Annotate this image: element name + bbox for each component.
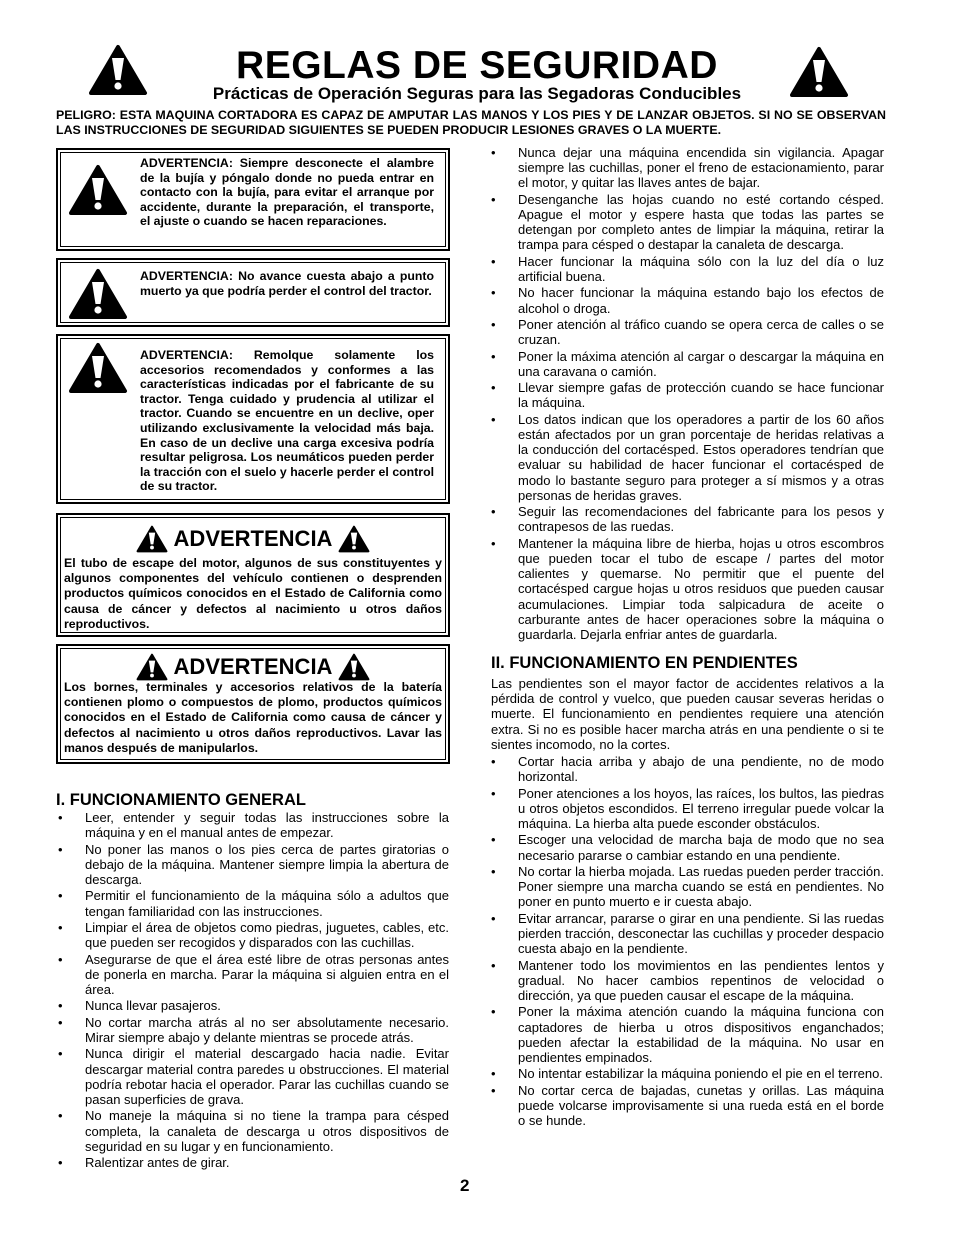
- list-item: • Poner atención al tráfico cuando se opera cerca de calles o se cruzan.: [491, 316, 884, 348]
- list-item: • No cortar la hierba mojada. Las ruedas pueden perder tracción. Poner siempre una marcha cuando se está en pendientes. No poner en punto muerto e ir cuesta abajo.: [491, 863, 884, 910]
- warning-box-spark-plug: [56, 148, 450, 251]
- warning-box-neutral: [56, 258, 450, 327]
- advertencia-heading: ADVERTENCIA: [58, 525, 448, 553]
- danger-statement: PELIGRO: ESTA MAQUINA CORTADORA ES CAPAZ DE AMPUTAR LAS MANOS Y LOS PIES Y DE LANZAR OBJETOS. SI NO SE OBSERVAN LAS INSTRUCCIONES DE SEGURIDAD SIGUIENTES SE PUEDEN PRODUCIR LESIONES GRAVES O LA MUERTE.: [56, 108, 886, 137]
- section-heading-slopes: II. FUNCIONAMIENTO EN PENDIENTES: [491, 654, 798, 672]
- warning-triangle-icon: [136, 653, 168, 681]
- section-heading-general: I. FUNCIONAMIENTO GENERAL: [56, 791, 306, 809]
- list-item: • No maneje la máquina si no tiene la trampa para césped completa, la canaleta de descarga u otros dispositivos de seguridad en su lugar y en funcionamiento.: [58, 1108, 449, 1154]
- list-item: • Escoger una velocidad de marcha baja de modo que no sea necesario pararse o cambiar estando en una pendiente.: [491, 832, 884, 863]
- advertencia-heading: ADVERTENCIA: [58, 653, 448, 681]
- list-item: • Cortar hacia arriba y abajo de una pendiente, no de modo horizontal.: [491, 754, 884, 785]
- list-item: • Limpiar el área de objetos como piedras, juguetes, cables, etc. que pueden ser recogidos y disparados con las cuchillas.: [58, 919, 449, 951]
- list-item: • Evitar arrancar, pararse o girar en una pendiente. Si las ruedas pierden tracción, desconectar las cuchillas y proceder despacio cuesta abajo en la pendiente.: [491, 910, 884, 957]
- advertencia-box-battery: [56, 644, 450, 764]
- page-subtitle: Prácticas de Operación Seguras para las Segadoras Conducibles: [212, 84, 742, 103]
- general-operation-list: [58, 810, 449, 1172]
- warning-triangle-icon: [68, 164, 128, 216]
- warning-text: ADVERTENCIA: Siempre desconecte el alambre de la bujía y póngalo donde no pueda entrar en contacto con la bujía, para evitar el arranque por accidente, durante la preparación, el transporte, el ajuste o cuando se hacen reparaciones.: [140, 156, 434, 229]
- list-item: • Llevar siempre gafas de protección cuando se hace funcionar la máquina.: [491, 380, 884, 411]
- list-item: • Desenganche las hojas cuando no esté cortando césped. Apague el motor y espere hasta que todas las partes se detengan por completo antes de limpiar la máquina, retirar la trampa para césped o destapar la canaleta de descarga.: [491, 191, 884, 253]
- list-item: • Nunca dirigir el material descargado hacia nadie. Evitar descargar material contra paredes u obstrucciones. El material podría rebotar hacia el operador. Parar las cuchillas cuando se pasan superficies de grava.: [58, 1046, 449, 1107]
- list-item: • Ralentizar antes de girar.: [58, 1155, 230, 1171]
- advertencia-text: Los bornes, terminales y accesorios relativos de la batería contienen plomo o compuestos de plomo, productos químicos conocidos en el Estado de California como causa de cáncer y defectos al nacimiento u otros daños reproductivos. Lavar las manos después de manipularlos.: [64, 680, 442, 755]
- list-item: • No intentar estabilizar la máquina poniendo el pie en el terreno.: [491, 1066, 883, 1082]
- list-item: • Mantener la máquina libre de hierba, hojas u otros escombros que pueden tocar el tubo de escape / partes del motor calientes y quemarse. No permitir que el puente del cortacésped cargue hojas u otros residuos que pueden causar acumulaciones. Limpiar toda salpicadura de aceite o carburante antes de hacer operaciones sobre la máquina o guardarla. Dejarla enfriar antes de guardarla.: [491, 535, 884, 642]
- warning-triangle-icon: [136, 525, 168, 553]
- list-item: • Mantener todo los movimientos en las pendientes lentos y gradual. No hacer cambios repentinos de velocidad o dirección, ya que pueden causar el escape de la máquina.: [491, 957, 884, 1003]
- list-item: • No cortar cerca de bajadas, cunetas y orillas. Las máquina puede volcarse improvisamente si una rueda está en el borde o se hunde.: [491, 1082, 884, 1129]
- advertencia-text: El tubo de escape del motor, algunos de sus constituyentes y algunos componentes del vehículo contienen o desprenden productos químicos conocidos en el Estado de California como causa de cáncer y defectos al nacimiento u otros daños reproductivos.: [64, 556, 442, 631]
- list-item: • Poner atenciones a los hoyos, las raíces, los bultos, las piedras u otros objetos escondidos. El terreno irregular puede volcar la máquina. La hierba alta puede esconder obstáculos.: [491, 785, 884, 831]
- advertencia-box-exhaust: [56, 513, 450, 637]
- list-item: • Seguir las recomendaciones del fabricante para los pesos y contrapesos de las ruedas.: [491, 504, 884, 535]
- list-item: • Nunca dejar una máquina encendida sin vigilancia. Apagar siempre las cuchillas, poner el freno de estacionamiento, parar el motor, y quitar las llaves antes de bajar.: [491, 145, 884, 191]
- page-number: 2: [460, 1176, 470, 1195]
- list-item: • Los datos indican que los operadores a partir de los 60 años están afectados por un gran porcentaje de heridas relativas a la conducción del cortacésped. Estos operadores tendrían que evaluar su habilidad de hacer funcionar el cortacésped de modo lo bastante seguro para proteger a sí mismos y a otras personas de heridas graves.: [491, 411, 884, 503]
- list-item: • No poner las manos o los pies cerca de partes giratorias o debajo de la máquina. Mantener siempre limpia la abertura de descarga.: [58, 841, 449, 887]
- general-operation-list-continued: [491, 145, 884, 643]
- slopes-list: [491, 754, 884, 1130]
- list-item: • Permitir el funcionamiento de la máquina sólo a adultos que tengan familiaridad con las instrucciones.: [58, 888, 449, 919]
- warning-triangle-icon: [68, 268, 128, 320]
- page-title: REGLAS DE SEGURIDAD: [236, 44, 718, 87]
- list-item: • Nunca llevar pasajeros.: [58, 998, 221, 1014]
- list-item: • No hacer funcionar la máquina estando bajo los efectos de alcohol o droga.: [491, 285, 884, 316]
- list-item: • Hacer funcionar la máquina sólo con la luz del día o luz artificial buena.: [491, 253, 884, 284]
- warning-triangle-icon: [338, 525, 370, 553]
- warning-text: ADVERTENCIA: No avance cuesta abajo a punto muerto ya que podría perder el control del tractor.: [140, 269, 434, 298]
- list-item: • No cortar marcha atrás al no ser absolutamente necesario. Mirar siempre abajo y delante mientras se procede atrás.: [58, 1014, 449, 1045]
- list-item: • Poner la máxima atención al cargar o descargar la máquina en una caravana o camión.: [491, 348, 884, 379]
- warning-box-towing: [56, 334, 450, 504]
- list-item: • Asegurarse de que el área esté libre de otras personas antes de ponerla en marcha. Parar la máquina si alguien entra en el área.: [58, 951, 449, 997]
- slopes-intro: Las pendientes son el mayor factor de accidentes relativos a la pérdida de control y vuelco, que pueden causar severas heridas o muerte. El funcionamiento en pendientes requiere una atención extra. Si no es posible hacer marcha atrás en una pendiente o si te sientes incomodo, no la cortes.: [491, 676, 884, 752]
- list-item: • Leer, entender y seguir todas las instrucciones sobre la máquina y en el manual antes de empezar.: [58, 810, 449, 841]
- warning-triangle-icon: [338, 653, 370, 681]
- warning-text: ADVERTENCIA: Remolque solamente los accesorios recomendados y conformes a las características indicadas por el fabricante de su tractor. Tenga cuidado y prudencia al utilizar el tractor. Cuando se encuentre en un declive, oper utilizando exclusivamente la velocidad más baja. En caso de un declive una carga excesiva podría resultar peligrosa. Los neumáticos pueden perder la tracción con el suelo y hacerle perder el control de su tractor.: [140, 348, 434, 494]
- warning-triangle-icon: [68, 342, 128, 394]
- list-item: • Poner la máxima atención cuando la máquina funciona con captadores de hierba u otros dispositivos enganchados; pueden afectar la estabilidad de la máquina. No usar en pendientes empinados.: [491, 1004, 884, 1065]
